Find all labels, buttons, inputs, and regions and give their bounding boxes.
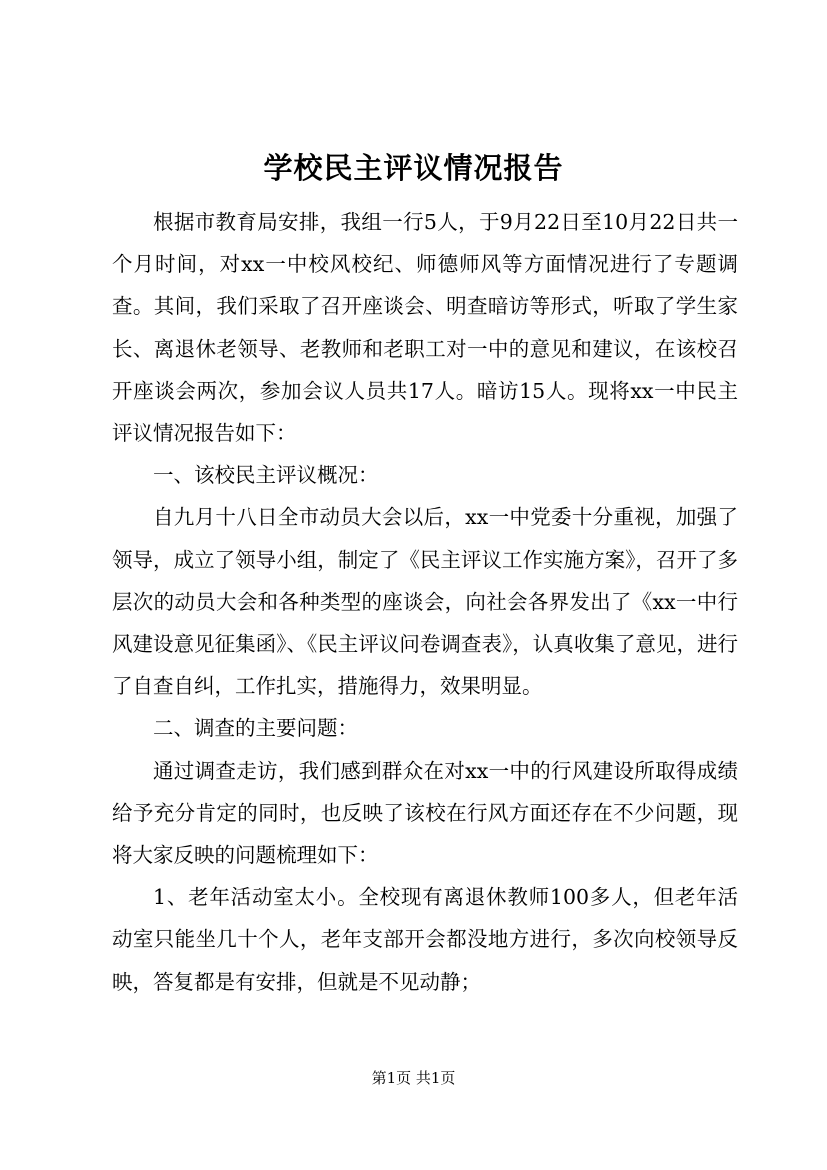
paragraph-overview: 自九月十八日全市动员大会以后，xx一中党委十分重视，加强了领导，成立了领导小组，制定了《民主评议工作实施方案》，召开了多层次的动员大会和各种类型的座谈会，向社会各界发出了《xx一中行风建设意见征集函》、《民主评议问卷调查表》，认真收集了意见，进行了自查自纠，工作扎实，措施得力，效果明显。	[112, 505, 738, 699]
page-number-footer: 第1页 共1页	[371, 1069, 456, 1087]
paragraph-intro: 根据市教育局安排，我组一行5人，于9月22日至10月22日共一个月时间，对xx一中校风校纪、师德师风等方面情况进行了专题调查。其间，我们采取了召开座谈会、明查暗访等形式，听取了学生家长、离退休老领导、老教师和老职工对一中的意见和建议，在该校召开座谈会两次，参加会议人员共17人。暗访15人。现将xx一中民主评议情况报告如下：	[112, 210, 738, 446]
document-body	[112, 201, 738, 1003]
heading-section-1: 一、该校民主评议概况：	[153, 463, 379, 488]
paragraph-survey: 通过调查走访，我们感到群众在对xx一中的行风建设所取得成绩给予充分肯定的同时，也反映了该校在行风方面还存在不少问题，现将大家反映的问题梳理如下：	[112, 758, 738, 868]
document-title: 学校民主评议情况报告	[263, 151, 564, 185]
heading-section-2: 二、调查的主要问题：	[153, 716, 358, 741]
paragraph-issue-1: 1、老年活动室太小。全校现有离退休教师100多人，但老年活动室只能坐几十个人，老年支部开会都没地方进行，多次向校领导反映，答复都是有安排，但就是不见动静；	[112, 885, 738, 994]
